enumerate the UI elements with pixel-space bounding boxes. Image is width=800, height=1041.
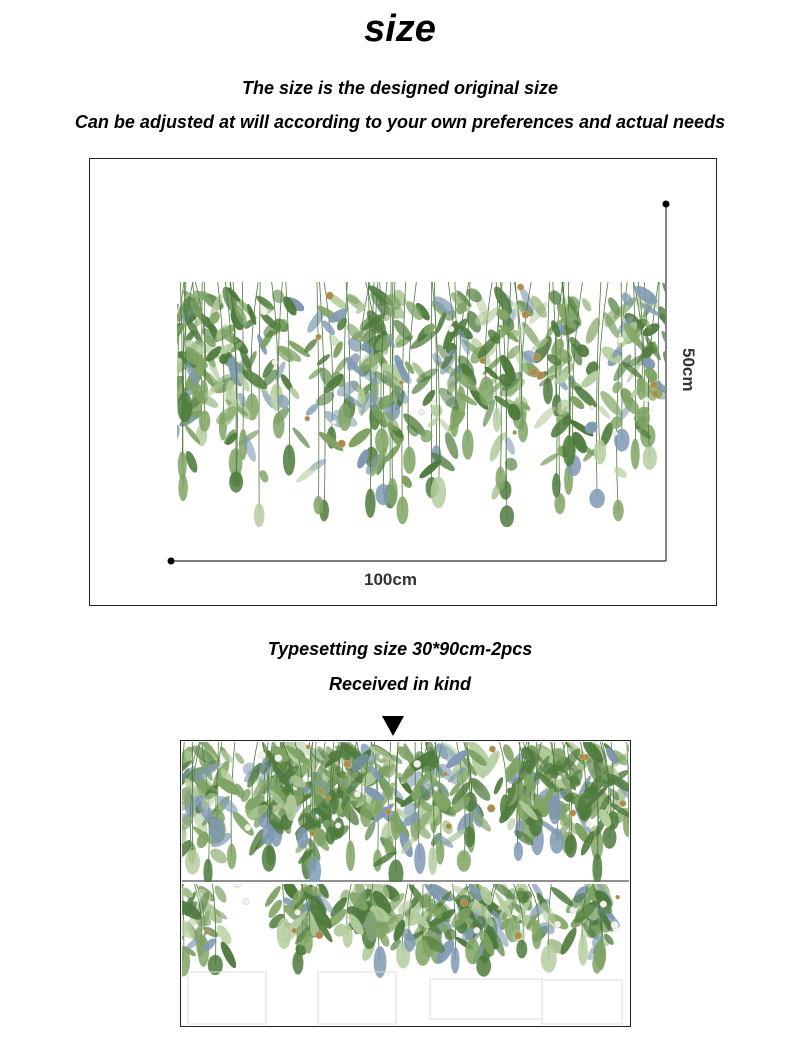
section2-line-2: Received in kind xyxy=(328,674,472,694)
page-title: size xyxy=(364,8,436,50)
dimension-lines xyxy=(160,195,680,575)
sheet-2 xyxy=(182,884,629,1025)
sheet-1 xyxy=(182,742,629,882)
height-label: 50cm xyxy=(679,348,698,392)
section2-line-1: Typesetting size 30*90cm-2pcs xyxy=(267,639,533,659)
dimension-dot-top xyxy=(663,201,670,208)
down-triangle-icon xyxy=(382,716,404,736)
subtitle-line-1: The size is the designed original size xyxy=(241,78,559,98)
dimension-dot-left xyxy=(168,558,175,565)
width-label: 100cm xyxy=(364,570,417,589)
subtitle-line-2: Can be adjusted at will according to your own preferences and actual needs xyxy=(74,112,726,132)
